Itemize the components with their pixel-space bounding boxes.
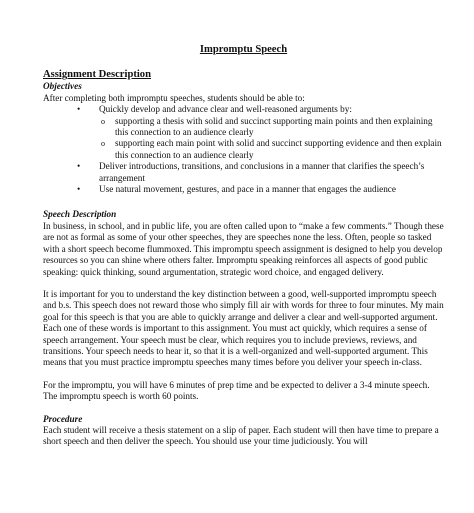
speech-description-paragraph: In business, in school, and in public life, you are often called upon to “make a few comments.” Though these are not as formal as some of your other speeches, they are speeches none the less. Often, people so tasked with a short speech become flummoxed. This impromptu speech assignment is designed to help you develop resources so you can shine where others falter. Impromptu speaking reinforces all aspects of good public speaking: quick thinking, sound argumentation, strategic word choice, and engaged delivery. — [43, 220, 444, 277]
objectives-list — [43, 104, 444, 195]
objective-text: Use natural movement, gestures, and pace in a manner that engages the audience — [99, 184, 396, 195]
objectives-intro: After completing both impromptu speeches, students should be able to: — [43, 92, 305, 103]
sub-bullet-icon: o — [101, 116, 105, 126]
bullet-icon: • — [77, 184, 81, 195]
bullet-icon: • — [77, 104, 81, 115]
objective-item — [43, 161, 444, 184]
speech-description-paragraph: For the impromptu, you will have 6 minutes of prep time and be expected to deliver a 3-4 minute speech. The impromptu speech is worth 60 points. — [43, 379, 430, 402]
objective-subtext: supporting a thesis with solid and succinct supporting main points and then explaining this connection to an audience clearly — [115, 115, 433, 138]
assignment-heading: Assignment Description — [43, 69, 151, 81]
speech-description-paragraph: It is important for you to understand the key distinction between a good, well-supported impromptu speech and b.s. This speech does not reward those who simply fill air with words for three to four minutes. My main goal for this speech is that you are able to quickly arrange and deliver a clear and well-supported argument. Each one of these words is important to this assignment. You must act quickly, which requires a sense of speech arrangement. Your speech must be clear, which requires you to include previews, reviews, and transitions. Your speech needs to hear it, so that it is a well-organized and well-supported argument. This means that you must practice impromptu speeches many times before you deliver your speech in-class. — [43, 288, 444, 368]
sub-bullet-icon: o — [101, 139, 105, 149]
objective-subitem — [43, 138, 444, 161]
document-title: Impromptu Speech — [199, 44, 288, 55]
procedure-heading: Procedure — [43, 413, 83, 424]
objective-item — [43, 184, 444, 195]
objective-text: Quickly develop and advance clear and well-reasoned arguments by: — [99, 104, 352, 115]
speech-description-heading: Speech Description — [43, 209, 117, 220]
objective-subitem — [43, 116, 444, 139]
objective-item — [43, 104, 444, 115]
procedure-paragraph: Each student will receive a thesis statement on a slip of paper. Each student will then have time to prepare a short speech and then deliver the speech. You should use your time judiciously. You will — [43, 424, 439, 447]
objectives-heading: Objectives — [43, 81, 82, 92]
objective-text: Deliver introductions, transitions, and conclusions in a manner that clarifies the speech’s arrangement — [99, 161, 425, 183]
objective-subtext: supporting each main point with solid and succinct supporting evidence and then explain this connection to an audience clearly — [115, 138, 442, 160]
bullet-icon: • — [77, 161, 81, 172]
